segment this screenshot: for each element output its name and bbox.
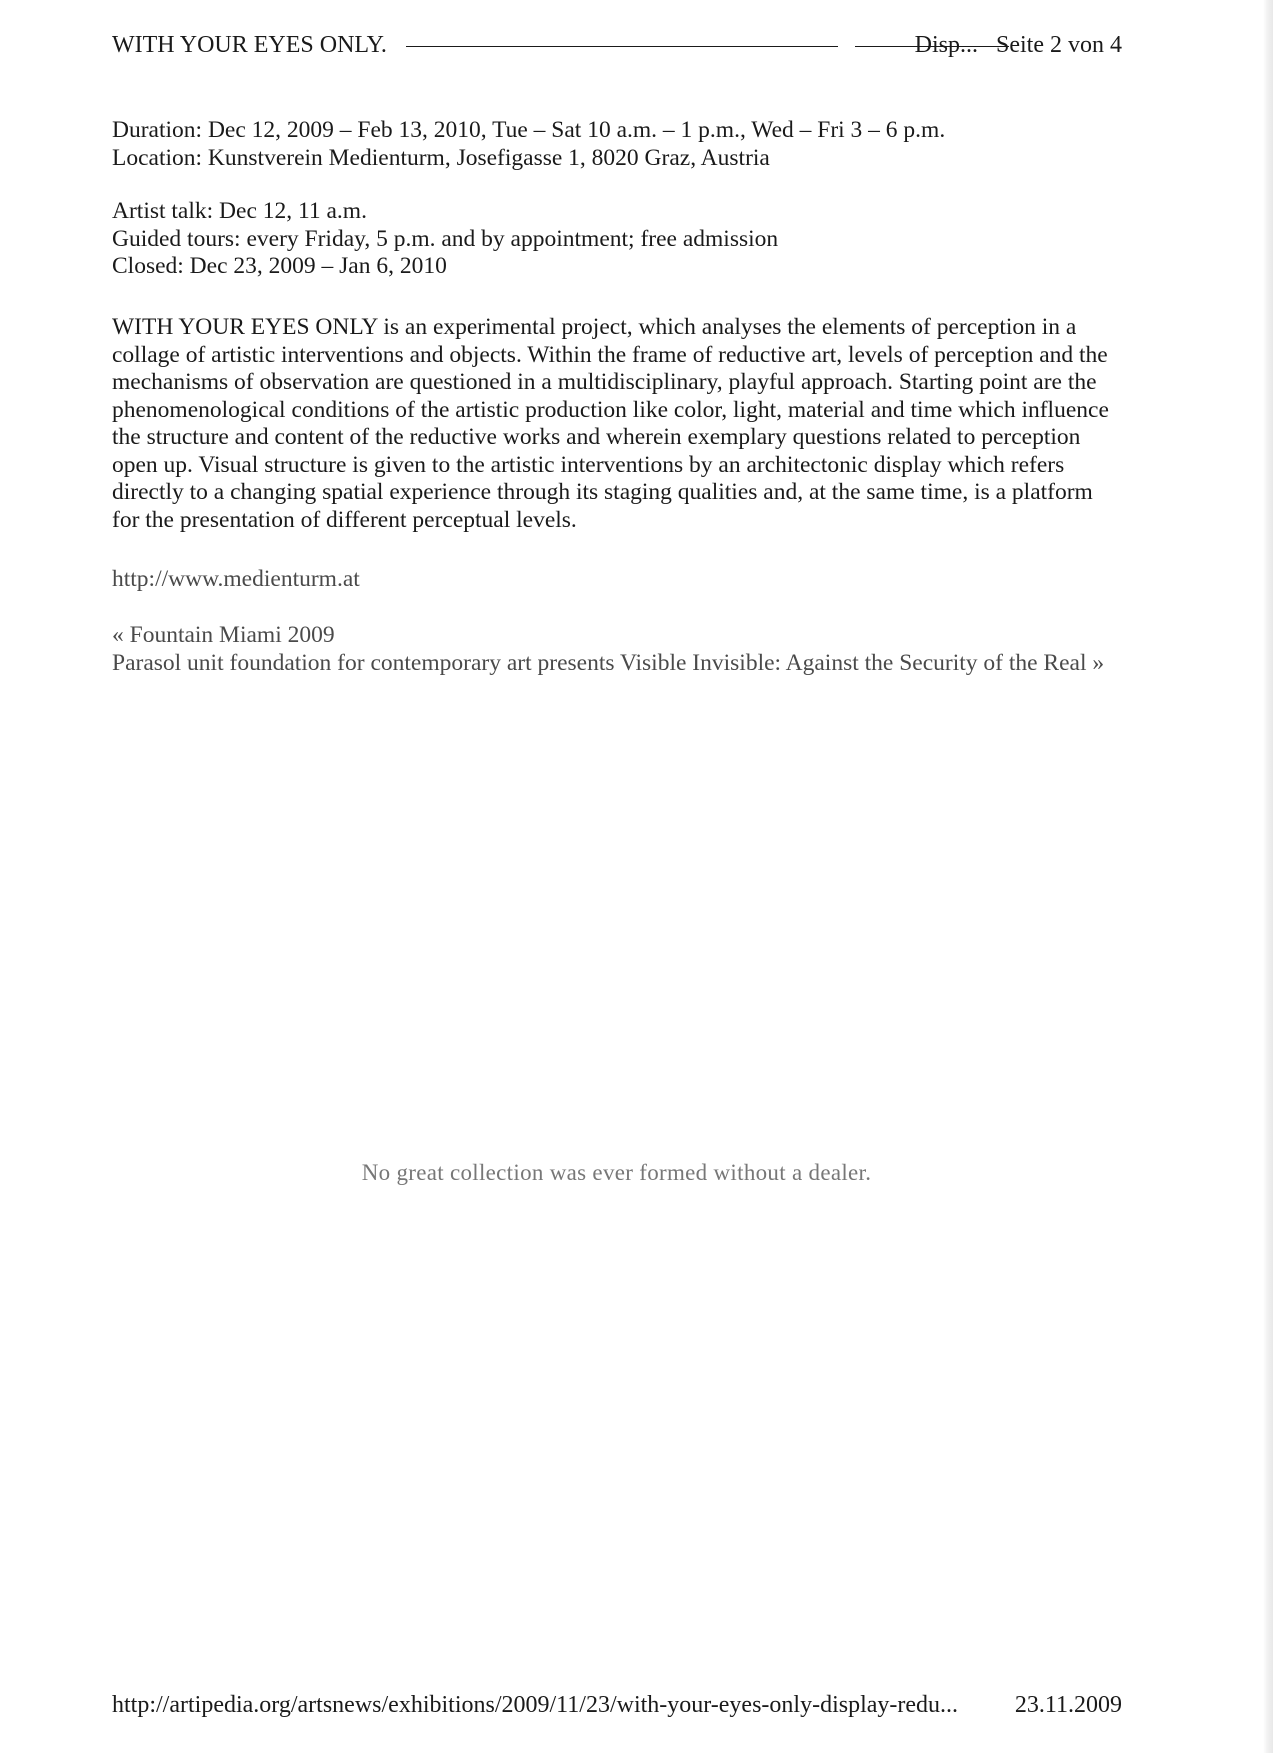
scan-edge-shadow (1263, 0, 1273, 1753)
next-post (112, 649, 1112, 677)
artist-talk-line: Artist talk: Dec 12, 11 a.m. (112, 198, 367, 224)
footer-url: http://artipedia.org/artsnews/exhibitions/2009/11/23/with-your-eyes-only-display-redu... (112, 1692, 959, 1718)
description-paragraph: WITH YOUR EYES ONLY is an experimental project, which analyses the elements of perception in a collage of artistic interventions and objects. Within the frame of reductive art, levels of perception and the mechanisms of observation are questioned in a multidisciplinary, playful approach. Starting point are the phenomenological conditions of the artistic production like color, light, material and time which influence the structure and content of the reductive works and wherein exemplary questions related to perception open up. Visual structure is given to the artistic interventions by an architectonic display which refers directly to a changing spatial experience through its staging qualities and, at the same time, is a platform for the presentation of different perceptual levels. (112, 314, 1109, 533)
footer-date: 23.11.2009 (1014, 1692, 1122, 1718)
guided-tours-line: Guided tours: every Friday, 5 p.m. and by appointment; free admission (112, 225, 779, 252)
event-schedule (112, 198, 1122, 281)
website-link-block (112, 565, 1122, 593)
closed-line: Closed: Dec 23, 2009 – Jan 6, 2010 (112, 253, 447, 279)
post-navigation (112, 621, 1122, 677)
print-header (112, 28, 1122, 62)
previous-post-link[interactable]: Fountain Miami 2009 (129, 622, 335, 648)
previous-post (112, 621, 1122, 649)
event-details (112, 117, 1122, 172)
next-arrow: » (1086, 650, 1105, 676)
header-short-title: Disp... (914, 32, 978, 58)
previous-arrow: « (112, 622, 130, 648)
next-post-link[interactable]: Parasol unit foundation for contemporary art presents Visible Invisible: Against the Security of the Real (112, 650, 1087, 676)
header-rule (406, 46, 838, 47)
header-title: WITH YOUR EYES ONLY. (112, 32, 387, 58)
description (112, 314, 1122, 534)
header-page-number: Seite 2 von 4 (996, 32, 1122, 58)
site-tagline: No great collection was ever formed without a dealer. (361, 1160, 872, 1185)
website-link[interactable]: http://www.medienturm.at (112, 566, 360, 592)
duration-line: Duration: Dec 12, 2009 – Feb 13, 2010, Tue – Sat 10 a.m. – 1 p.m., Wed – Fri 3 – 6 p.m. (112, 117, 946, 143)
location-line: Location: Kunstverein Medienturm, Josefigasse 1, 8020 Graz, Austria (112, 144, 770, 171)
header-right (915, 28, 1122, 62)
